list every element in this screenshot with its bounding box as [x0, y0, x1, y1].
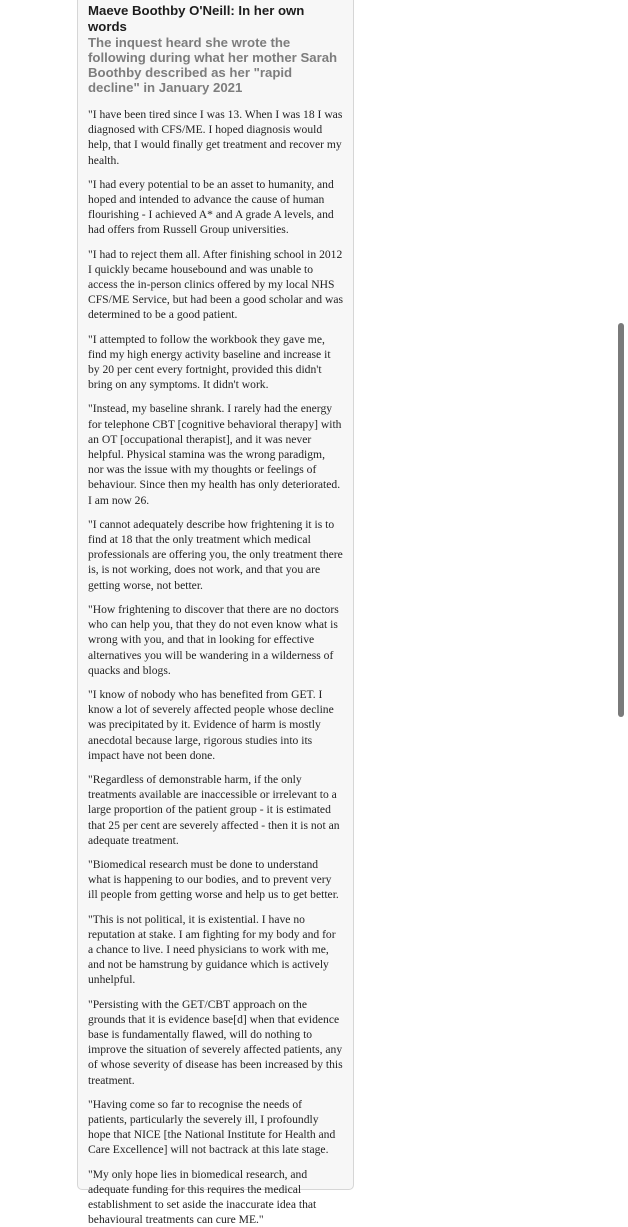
- quote-paragraph: "Regardless of demonstrable harm, if the only treatments available are inaccessible or irrelevant to a large proportion of the patient group - it is estimated that 25 per cent are severely affected - then it is not an adequate treatment.: [88, 772, 340, 847]
- quote-paragraph: "I had every potential to be an asset to humanity, and hoped and intended to advance the cause of human flourishing - I achieved A* and A grade A levels, and had offers from Russell Group universities.: [88, 177, 334, 237]
- quote-paragraph: "I know of nobody who has benefited from GET. I know a lot of severely affected people whose decline was precipitated by it. Evidence of harm is mostly anecdotal because large, rigorous studies into its impact have not been done.: [88, 687, 334, 762]
- quote-paragraph: "I have been tired since I was 13. When I was 18 I was diagnosed with CFS/ME. I hoped diagnosis would help, that I would finally get treatment and recover my health.: [88, 108, 343, 167]
- quote-paragraph: "I attempted to follow the workbook they gave me, find my high energy activity baseline and increase it by 20 per cent every fortnight, provided this didn't bring on any symptoms. It didn't work.: [88, 332, 331, 392]
- quote-paragraph: "How frightening to discover that there are no doctors who can help you, that they do not even know what is wrong with you, and that in looking for effective alternatives you will be wandering in a wilderness of quacks and blogs.: [88, 602, 339, 677]
- box-subtitle: The inquest heard she wrote the following during what her mother Sarah Boothby described as her "rapid decline" in January 2021: [88, 35, 338, 95]
- quote-paragraph: "I cannot adequately describe how frightening it is to find at 18 that the only treatment which medical professionals are offering you, the only treatment there is, is not working, does not work, and that you are getting worse, not better.: [88, 517, 343, 592]
- quote-paragraph: "Persisting with the GET/CBT approach on the grounds that it is evidence base[d] when that evidence base is fundamentally flawed, will do nothing to improve the situation of severely affected patients, any of whose severity of disease has been increased by this treatment.: [88, 997, 343, 1087]
- quote-paragraph: "My only hope lies in biomedical research, and adequate funding for this requires the medical establishment to set aside the inaccurate idea that behavioural treatments can cure ME.": [88, 1167, 317, 1227]
- scrollbar-thumb[interactable]: [618, 323, 624, 717]
- page-scrollbar[interactable]: [614, 0, 628, 1200]
- quote-box: [77, 0, 354, 1227]
- quote-paragraph: "I had to reject them all. After finishing school in 2012 I quickly became housebound and was unable to access the in-person clinics offered by my local NHS CFS/ME Service, but had been a good scholar and was determined to be a good patient.: [88, 247, 344, 322]
- quote-paragraph: "Biomedical research must be done to understand what is happening to our bodies, and to prevent very ill people from getting worse and help us to get better.: [88, 857, 339, 902]
- box-title: Maeve Boothby O'Neill: In her own words: [88, 3, 305, 34]
- quote-paragraph: "Having come so far to recognise the needs of patients, particularly the severely ill, I profoundly hope that NICE [the National Institute for Health and Care Excellence] will not bactrack at this late stage.: [88, 1097, 336, 1157]
- quote-paragraphs: [88, 107, 343, 1227]
- quote-paragraph: "Instead, my baseline shrank. I rarely had the energy for telephone CBT [cognitive behavioral therapy] with an OT [occupational therapist], and it was never helpful. Physical stamina was the wrong paradigm, nor was the issue with my thoughts or feelings of behaviour. Since then my health has only deteriorated. I am now 26.: [88, 402, 342, 507]
- quote-paragraph: "This is not political, it is existential. I have no reputation at stake. I am fighting for my body and for a chance to live. I need physicians to work with me, and not be hamstrung by guidance which is actively unhelpful.: [88, 912, 336, 987]
